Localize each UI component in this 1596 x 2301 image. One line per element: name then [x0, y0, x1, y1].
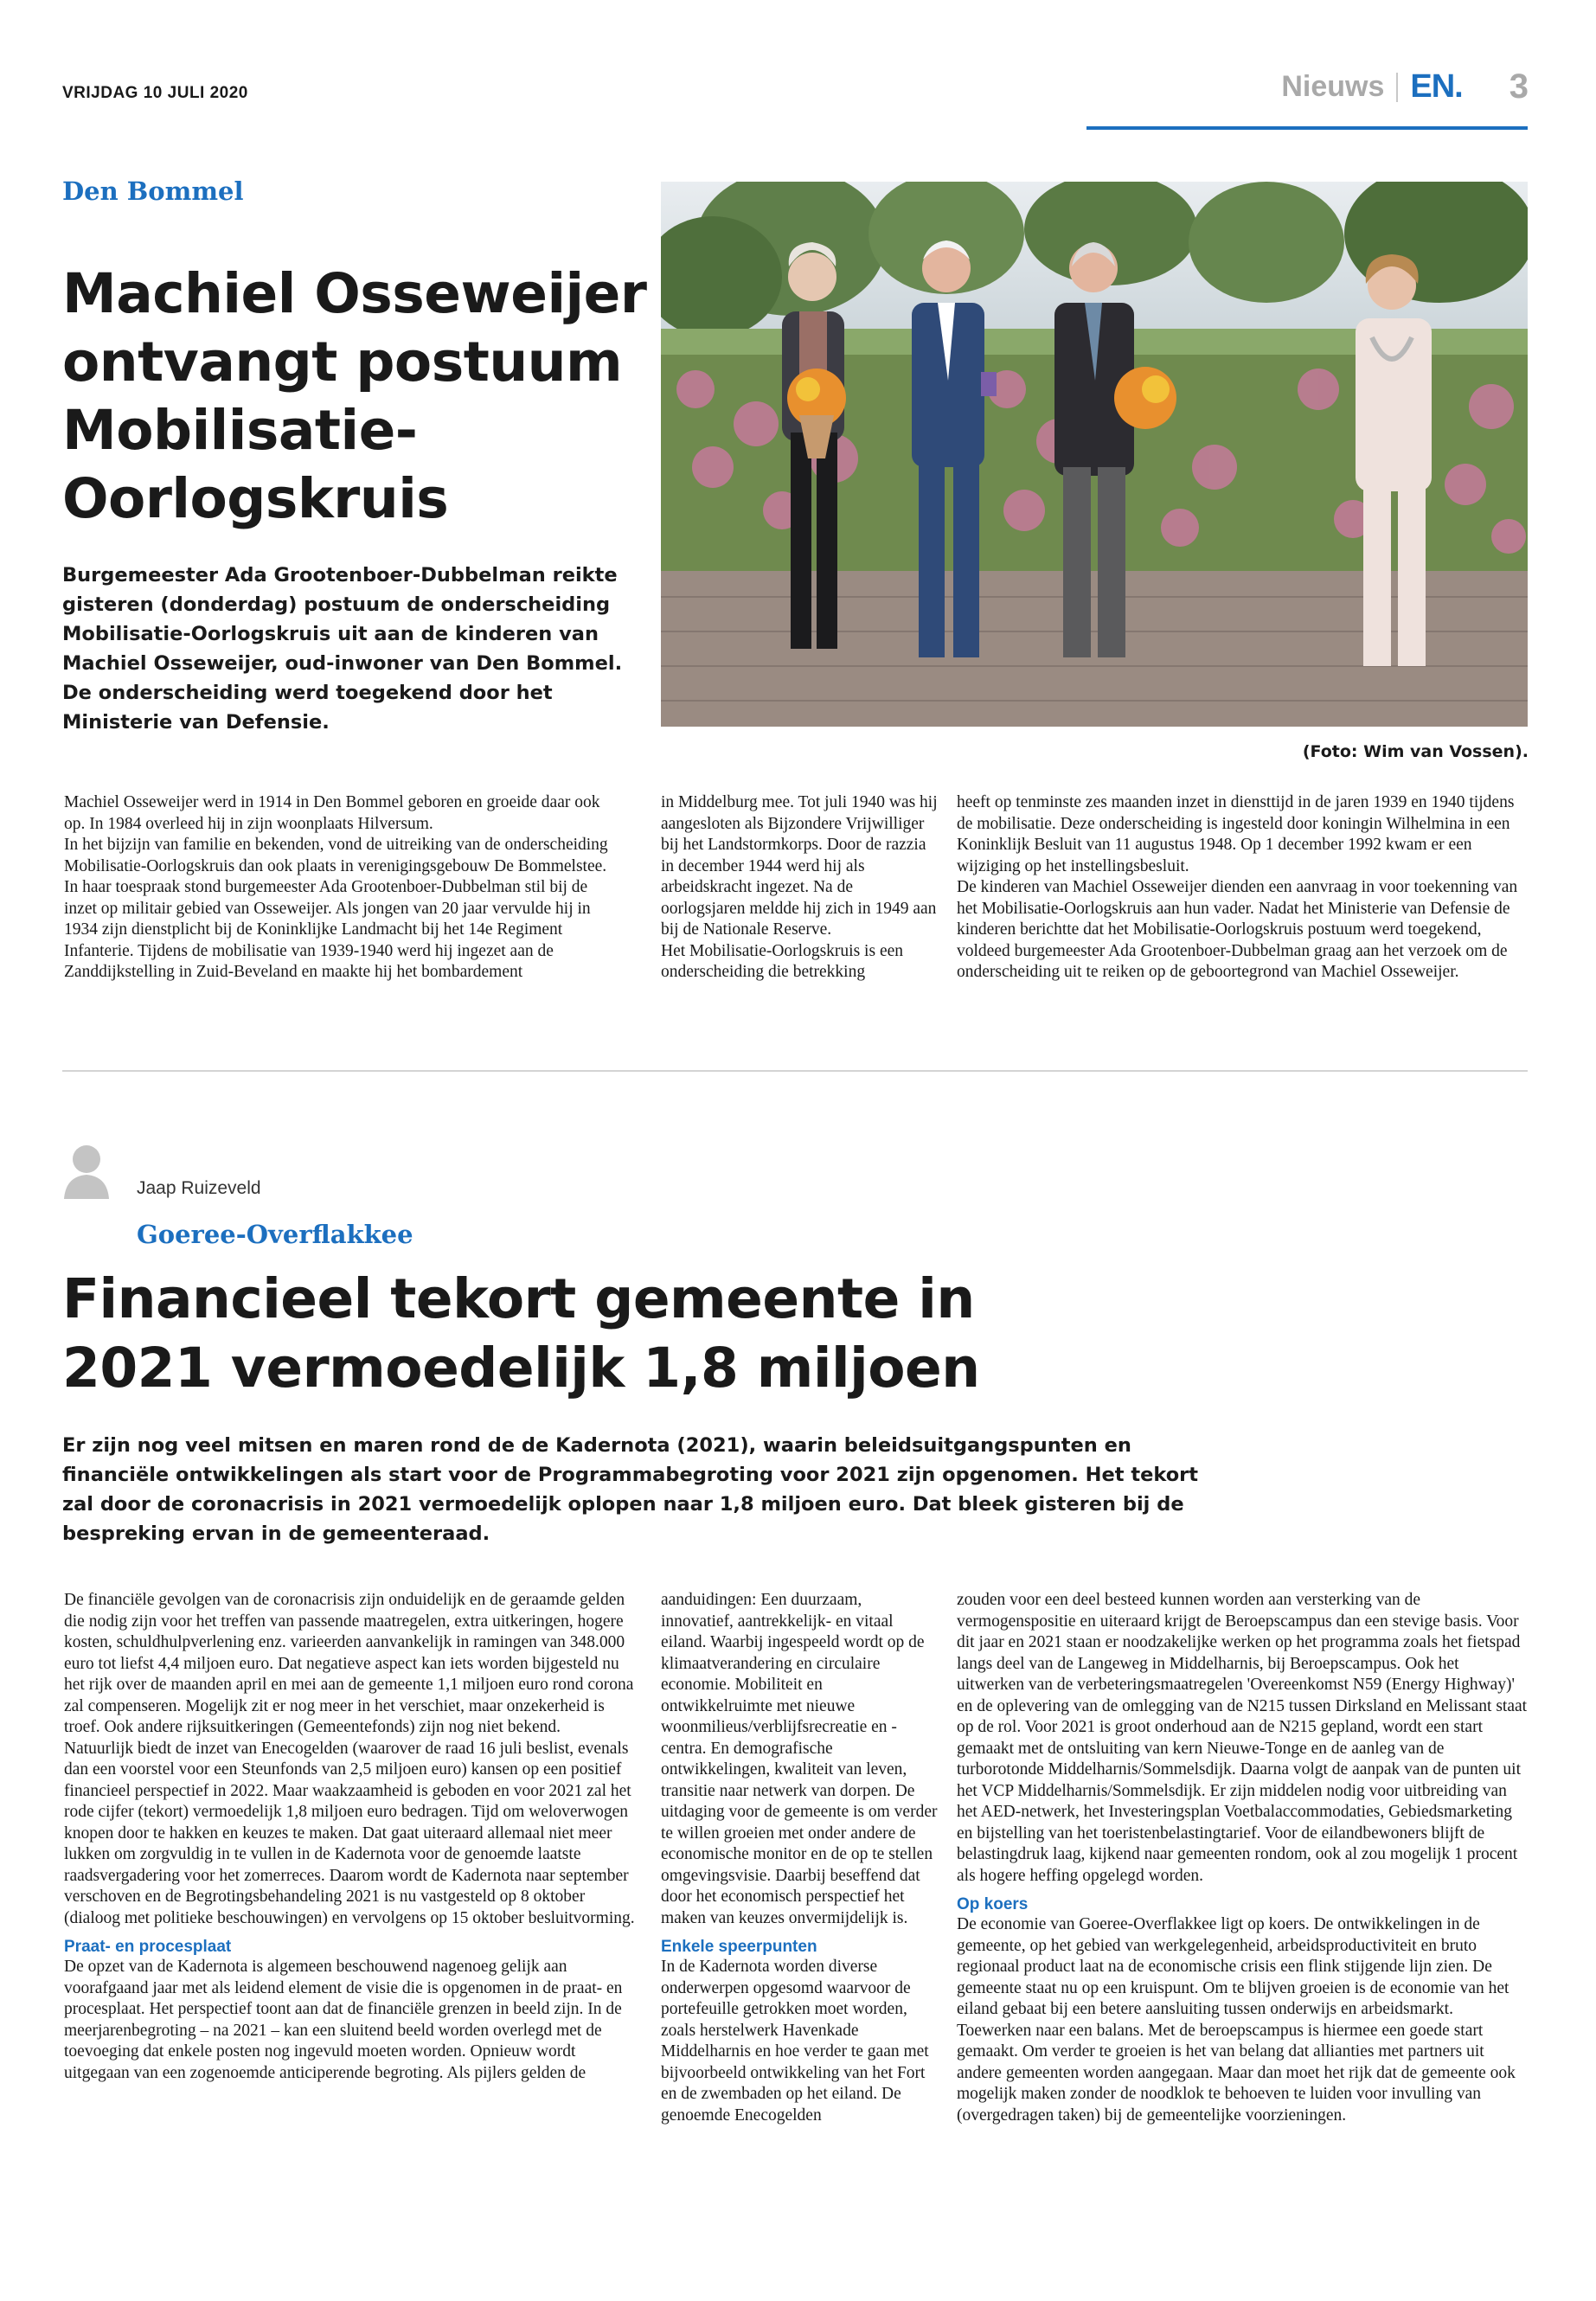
article1-column-3: heeft op tenminste zes maanden inzet in diensttijd in de jaren 1939 en 1940 tijdens de mobilisatie. Deze onderscheiding is ingesteld door koningin Wilhelmina in een Koninklijk Besluit van 11 augustus 1948. Op 1 december 1992 kwam er een wijziging op het instellingsbesluit. De kinderen van Machiel Osseweijer dienden een aanvraag in voor toekenning van het Mobilisatie-Oorlogskruis aan hun vader. Nadat het Ministerie van Defensie de kinderen berichtte dat het Mobilisatie-Oorlogskruis postuum werd toegekend, voldeed burgemeester Ada Grootenboer-Dubbelman graag aan het verzoek om de onderscheiding uit te reiken op de geboortegrond van Machiel Osseweijer. [957, 793, 1518, 981]
article2-col3-text: zouden voor een deel besteed kunnen worden aan versterking van de vermogenspositie en uiteraard krijgt de Beroepscampus dan een stevige basis. Voor dit jaar en 2021 staan er noodzakelijke werken op het programma zoals het fietspad langs deel van de Langeweg in Middelharnis, bij Beroepscampus. Ook het uitwerken van de verbeteringsmaatregelen 'Overeenkomst N59 (Energy Highway)' en de oplevering van de omlegging van de N215 tussen Dirksland en Melissant staat op de rol. Voor 2021 is groot onderhoud aan de N215 gepland, wordt een start gemaakt met de ontsluiting van kern Nieuwe-Tonge en de aanleg van de turborotonde Middelharnis/Sommelsdijk. Daarna volgt de aanpak van de punten uit het VCP Middelharnis/Sommelsdijk. Er zijn middelen nodig voor uitbreiding van het AED-netwerk, het Investeringsplan Voetbalaccommodaties, Gebiedsmarketing en bijstelling van het toeristenbelastingtarief. Voor de eilandbewoners blijft de belastingdruk laag, kijkend naar gemeenten rondom, ook al zou mogelijk 1 procent als hogere heffing opgelegd worden. [957, 1591, 1528, 1885]
article1-photo [661, 182, 1528, 727]
headline-line: Machiel Osseweijer [62, 262, 647, 325]
article1-column-1: Machiel Osseweijer werd in 1914 in Den Bommel geboren en groeide daar ook op. In 1984 overleed hij in zijn woonplaats Hilversum. In het bijzijn van familie en bekenden, vond de uitreiking van de onderscheiding Mobilisatie-Oorlogskruis dan ook plaats in verenigingsgebouw De Bommelstee. In haar toespraak stond burgemeester Ada Grootenboer-Dubbelman stil bij de inzet op militair gebied van Osseweijer. Als jongen van 20 jaar vervulde hij in 1934 zijn dienstplicht bij de Koninklijke Landmacht bij het 14e Regiment Infanterie. Tijdens de mobilisatie van 1939-1940 werd hij ingezet aan de Zanddijkstelling in Zuid-Beveland en maakte hij het bombardement [64, 793, 608, 981]
article1-column-2: in Middelburg mee. Tot juli 1940 was hij aangesloten als Bijzondere Vrijwilliger bij het Landstormkorps. Door de razzia in december 1944 werd hij als arbeidskracht ingezet. Na de oorlogsjaren meldde hij zich in 1949 aan bij de Nationale Reserve. Het Mobilisatie-Oorlogskruis is een onderscheiding die betrekking [661, 793, 938, 981]
header-rule [1086, 126, 1528, 130]
article1-headline [62, 260, 646, 533]
section-label: Nieuws [1281, 70, 1385, 103]
article-divider [62, 1070, 1528, 1072]
author-byline: Jaap Ruizeveld [137, 1178, 261, 1198]
en-logo: EN. [1410, 68, 1463, 105]
article1-intro: Burgemeester Ada Grootenboer-Dubbelman reikte gisteren (donderdag) postuum de onderscheiding Mobilisatie-Oorlogskruis uit aan de kinderen van Machiel Osseweijer, oud-inwoner van Den Bommel. De onderscheiding werd toegekend door het Ministerie van Defensie. [62, 564, 623, 734]
ceremony-photo-illustration [661, 182, 1528, 727]
article1-kicker: Den Bommel [62, 176, 244, 206]
author-avatar [62, 1142, 111, 1199]
article2-kicker: Goeree-Overflakkee [137, 1220, 413, 1249]
article2-col2-text-b: In de Kadernota worden diverse onderwerpen opgesomd waarvoor de portefeuille getrokken moet worden, zoals herstelwerk Havenkade Middelharnis en hoe verder te gaan met bijvoorbeeld ontwikkeling van het Fort en de zwembaden op het eiland. De genoemde Enecogelden [661, 1958, 929, 2125]
article2-headline [62, 1265, 980, 1403]
headline-line: Oorlogskruis [62, 467, 449, 530]
article2-column-2 [661, 1590, 938, 2126]
masthead-separator [1396, 73, 1398, 102]
subheading-praat-procesplaat: Praat- en procesplaat [64, 1938, 232, 1956]
article2-intro: Er zijn nog veel mitsen en maren rond de de Kadernota (2021), waarin beleidsuitgangspunten en financiële ontwikkelingen als start voor de Programmabegroting voor 2021 zijn opgenomen. Het tekort zal door de coronacrisis in 2021 vermoedelijk oplopen naar 1,8 miljoen euro. Dat bleek gisteren bij de bespreking ervan in de gemeenteraad. [62, 1434, 1198, 1545]
headline-line: ontvangt postuum [62, 330, 623, 394]
headline-line: Mobilisatie- [62, 399, 418, 462]
issue-date: VRIJDAG 10 JULI 2020 [62, 84, 248, 102]
person-silhouette-icon [62, 1142, 111, 1199]
headline-line: 2021 vermoedelijk 1,8 miljoen [62, 1336, 980, 1400]
article2-col1-text-b: De opzet van de Kadernota is algemeen beschouwend nagenoeg gelijk aan voorafgaand jaar met als leidend element de visie die is opgenomen in de praat- en procesplaat. Het perspectief toont aan dat de financiële grenzen in beeld zijn. In de meerjarenbegroting – na 2021 – kan een sluitend beeld worden overlegd met de toevoeging dat enkele posten nog ingevuld moeten worden. Opnieuw wordt uitgegaan van een zogenoemde anticiperende begroting. Als pijlers gelden de [64, 1958, 623, 2082]
headline-line: Financieel tekort gemeente in [62, 1267, 975, 1330]
article2-col1-text: De financiële gevolgen van de coronacrisis zijn onduidelijk en de geraamde gelden die nodig zijn voor het treffen van passende maatregelen, extra uitkeringen, hogere kosten, schuldhulpverlening enz. varieerden aanvankelijk in ramingen van 348.000 euro tot liefst 4,4 miljoen euro. Dat negatieve aspect kan iets worden bijgesteld nu het rijk over de maanden april en mei aan de gemeente 1,1 miljoen euro rond corona zal compenseren. Mogelijk zit er nog meer in het verschiet, maar onzekerheid is troef. Ook andere rijksuitkeringen (Gemeentefonds) zijn nog niet bekend. Natuurlijk biedt de inzet van Enecogelden (waarover de raad 16 juli beslist, evenals dan een voorstel voor een Steunfonds van 2,5 miljoen euro) kansen op een positief financieel perspectief in 2022. Maar waakzaamheid is geboden en voor 2021 zal het rode cijfer (tekort) vermoedelijk 1,8 miljoen euro bedragen. Tijd om weloverwogen knopen door te hakken en keuzes te maken. Dat gaat uiteraard allemaal niet meer lukken om zorgvuldig in te vullen in de Kadernota voor de genoemde laatste raadsvergadering voor het zomerreces. Daarom wordt de Kadernota naar september verschoven en de Begrotingsbehandeling 2021 is nu vastgesteld op 8 oktober (dialoog met politieke beschouwingen) en vervolgens op 15 oktober besluitvorming. [64, 1591, 635, 1927]
article2-column-3 [957, 1590, 1529, 2126]
article2-col3-text-b: De economie van Goeree-Overflakkee ligt op koers. De ontwikkelingen in de gemeente, op het gebied van werkgelegenheid, arbeidsproductiviteit en bruto regionaal product laat na de economische crisis een flink stijgende lijn zien. De gemeente staat nu op een kruispunt. Om te blijven groeien is de economie van het eiland gebaat bij een betere aansluiting tussen onderwijs en arbeidsmarkt. Toewerken naar een balans. Met de beroepscampus is hiermee een goede start gemaakt. Om verder te groeien is het van belang dat allianties met partners uit andere gemeenten worden aangegaan. Maar dan moet het rijk dat de gemeente ook mogelijk maken zonder de noodklok te behoeven te luiden voor invulling van (overgedragen taken) bij de gemeentelijke voorzieningen. [957, 1915, 1516, 2125]
article2-column-1 [64, 1590, 635, 2084]
masthead [1281, 67, 1529, 106]
photo-caption: (Foto: Wim van Vossen). [1302, 742, 1529, 761]
subheading-speerpunten: Enkele speerpunten [661, 1938, 817, 1956]
article2-col2-text: aanduidingen: Een duurzaam, innovatief, aantrekkelijk- en vitaal eiland. Waarbij ingespeeld wordt op de klimaatverandering en circulaire economie. Mobiliteit en ontwikkelruimte met nieuwe woonmilieus/verblijfsrecreatie en -centra. En demografische ontwikkelingen, kwaliteit van leven, transitie naar netwerk van dorpen. De uitdaging voor de gemeente is om verder te willen groeien met onder andere de economische monitor en de op te stellen omgevingsvisie. Daarbij beseffend dat door het economisch perspectief het maken van keuzes onvermijdelijk is. [661, 1591, 938, 1927]
subheading-op-koers: Op koers [957, 1895, 1029, 1913]
page-number: 3 [1509, 67, 1529, 106]
